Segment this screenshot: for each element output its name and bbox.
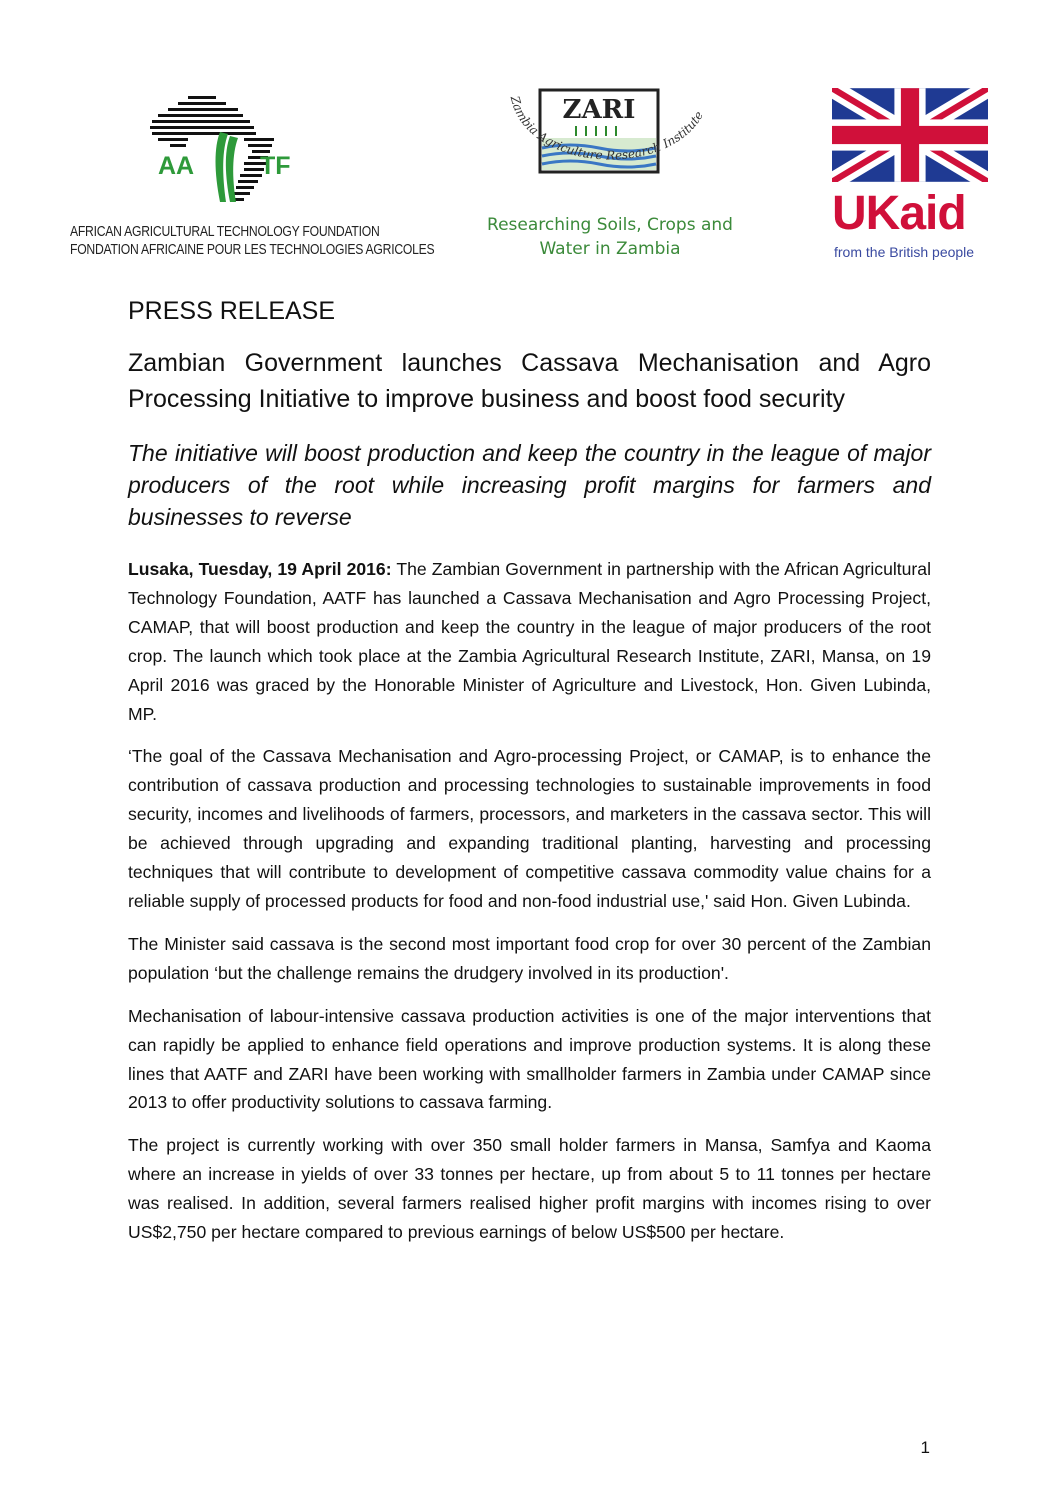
page-number: 1 — [920, 1438, 930, 1457]
headline: Zambian Government launches Cassava Mechanisation and Agro Processing Initiative to improve business and boost food security — [128, 349, 931, 413]
ukaid-tagline: from the British people — [834, 244, 975, 260]
paragraph: The project is currently working with over 350 small holder farmers in Mansa, Samfya and Kaoma where an increase in yields of over 33 tonnes per hectare, up from about 5 to 11 tonnes per hectare was realised. In addition, several farmers realised higher profit margins with incomes rising to over US$2,750 per hectare compared to previous earnings of below US$500 per hectare. — [128, 1135, 931, 1243]
union-jack-icon — [832, 88, 988, 182]
zari-arc-text: Zambia Agriculture Research Institute — [507, 94, 706, 163]
ukaid-logo — [832, 88, 992, 268]
zari-tagline-line1: Researching Soils, Crops and — [487, 215, 733, 235]
ukaid-wordmark: UKaid — [832, 187, 966, 240]
aatf-name-french: FONDATION AFRICAINE POUR LES TECHNOLOGIES AGRICOLES — [70, 242, 435, 258]
paragraph-lead-text: The Zambian Government in partnership with the African Agricultural Technology Foundation, AATF has launched a Cassava Mechanisation and Agro Processing Project, CAMAP, that will boost production and keep the country in the league of major producers of the root crop. The launch which took place at the Zambia Agricultural Research Institute, ZARI, Mansa, on 19 April 2016 was graced by the Honorable Minister of Agriculture and Livestock, Hon. Given Lubinda, MP. — [128, 559, 931, 724]
paragraph: ‘The goal of the Cassava Mechanisation and Agro-processing Project, or CAMAP, is to enhance the contribution of cassava production and processing technologies to sustainable improvements in food security, incomes and livelihoods of farmers, processors, and marketers in the cassava sector. This will be achieved through upgrading and expanding traditional planting, harvesting and processing techniques that will contribute to development of competitive cassava commodity value chains for a reliable supply of processed products for food and non-food industrial use,' said Hon. Given Lubinda. — [128, 746, 931, 911]
aatf-mark-right: TF — [260, 152, 291, 180]
aatf-mark-left: AA — [158, 152, 195, 180]
aatf-name-english: AFRICAN AGRICULTURAL TECHNOLOGY FOUNDATION — [70, 224, 380, 240]
zari-logo — [480, 82, 740, 267]
zari-badge-text: ZARI — [562, 95, 636, 125]
subheadline: The initiative will boost production and keep the country in the league of major producers of the root while increasing profit margins for farmers and businesses to reverse — [128, 440, 931, 530]
document-kicker: PRESS RELEASE — [128, 297, 336, 325]
dateline: Lusaka, Tuesday, 19 April 2016: — [128, 559, 392, 579]
paragraph-lead — [128, 555, 931, 728]
paragraph: Mechanisation of labour-intensive cassava production activities is one of the major interventions that can rapidly be applied to enhance field operations and improve production systems. It is along these lines that AATF and ZARI have been working with smallholder farmers in Zambia under CAMAP since 2013 to offer productivity solutions to cassava farming. — [128, 1005, 931, 1113]
zari-tagline-line2: Water in Zambia — [539, 239, 681, 259]
zari-emblem-icon — [480, 82, 740, 212]
press-release-body — [128, 296, 931, 1261]
logo-bar — [0, 82, 1058, 272]
aatf-logo — [70, 92, 435, 262]
paragraph: The Minister said cassava is the second most important food crop for over 30 percent of the Zambian population ‘but the challenge remains the drudgery involved in its production'. — [128, 933, 931, 983]
